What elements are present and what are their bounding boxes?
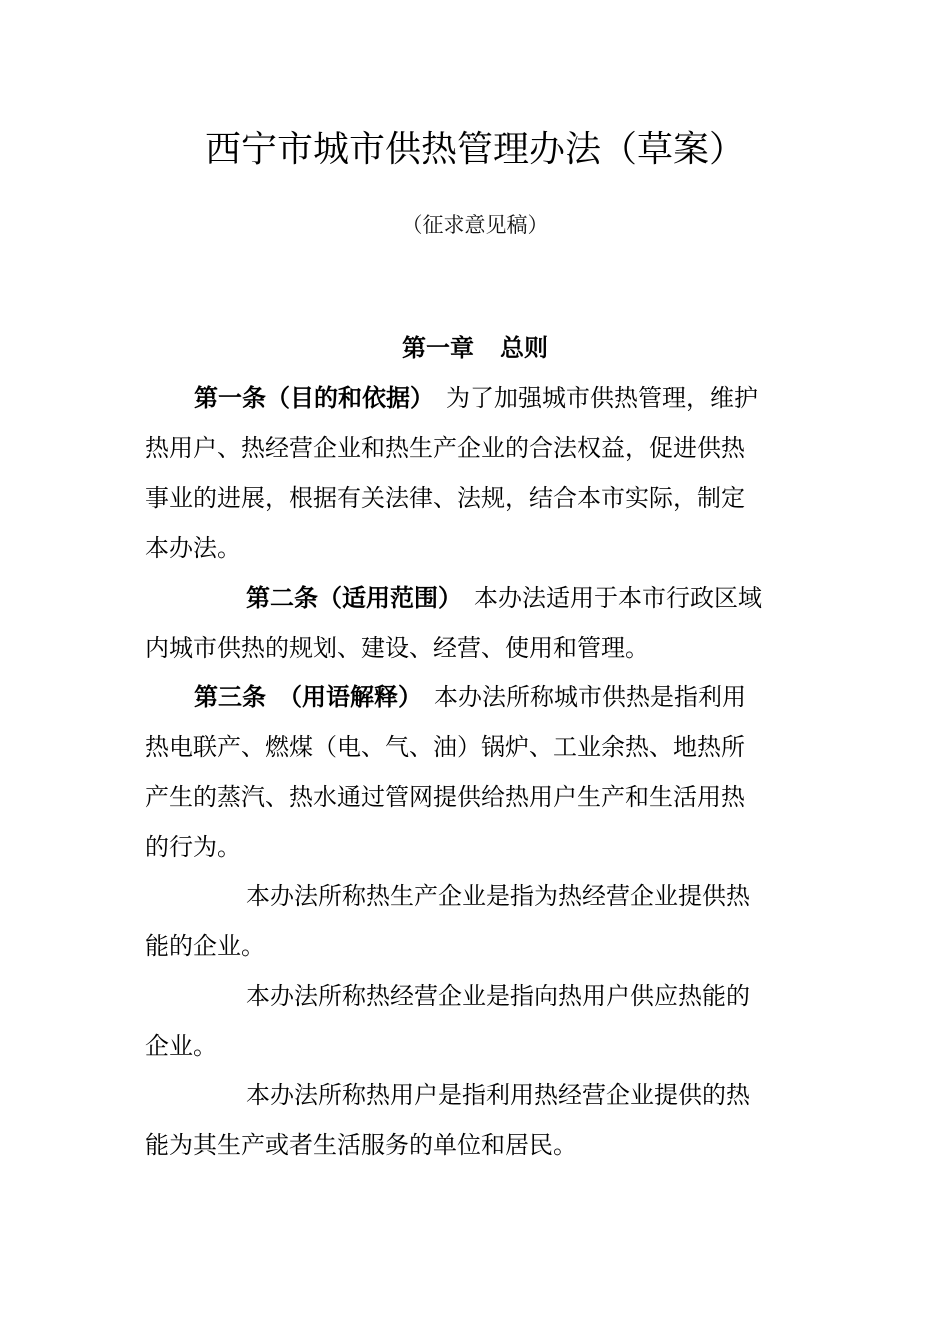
body-line xyxy=(145,928,265,964)
document-title: 西宁市城市供热管理办法（草案） xyxy=(204,129,745,170)
body-line xyxy=(194,679,746,715)
article-heading: 第一条（目的和依据） xyxy=(194,384,422,412)
body-text: 为了加强城市供热管理，维护 xyxy=(422,384,758,412)
body-text: 本办法所称热生产企业是指为热经营企业提供热 xyxy=(246,882,750,910)
body-line xyxy=(145,829,241,865)
body-line xyxy=(145,779,745,815)
body-line xyxy=(145,1028,217,1064)
chapter-number: 第一章 xyxy=(402,334,474,362)
article-heading: 第三条 （用语解释） xyxy=(194,683,410,711)
body-text: 本办法所称城市供热是指利用 xyxy=(410,683,746,711)
body-text: 产生的蒸汽、热水通过管网提供给热用户生产和生活用热 xyxy=(145,783,745,811)
body-text: 本办法。 xyxy=(145,534,241,562)
body-text: 企业。 xyxy=(145,1032,217,1060)
body-text: 事业的进展，根据有关法律、法规，结合本市实际，制定 xyxy=(145,484,745,512)
body-text: 能为其生产或者生活服务的单位和居民。 xyxy=(145,1131,577,1159)
body-text: 本办法所称热用户是指利用热经营企业提供的热 xyxy=(246,1081,750,1109)
body-text: 本办法适用于本市行政区域 xyxy=(450,584,762,612)
body-text: 本办法所称热经营企业是指向热用户供应热能的 xyxy=(246,982,750,1010)
body-line xyxy=(194,380,758,416)
body-line xyxy=(246,1077,750,1113)
body-text: 的行为。 xyxy=(145,833,241,861)
body-text: 热电联产、燃煤（电、气、油）锅炉、工业余热、地热所 xyxy=(145,733,745,761)
body-text: 能的企业。 xyxy=(145,932,265,960)
body-line xyxy=(145,430,745,466)
article-heading: 第二条（适用范围） xyxy=(246,584,450,612)
body-line xyxy=(145,1127,577,1163)
document-subtitle: （征求意见稿） xyxy=(401,213,549,237)
body-text: 内城市供热的规划、建设、经营、使用和管理。 xyxy=(145,634,649,662)
body-line xyxy=(145,630,649,666)
body-line xyxy=(246,978,750,1014)
body-line xyxy=(246,878,750,914)
body-line xyxy=(246,580,762,616)
body-line xyxy=(145,480,745,516)
body-line xyxy=(145,530,241,566)
chapter-heading xyxy=(0,330,950,366)
body-line xyxy=(145,729,745,765)
body-text: 热用户、热经营企业和热生产企业的合法权益，促进供热 xyxy=(145,434,745,462)
chapter-name: 总则 xyxy=(500,334,548,362)
